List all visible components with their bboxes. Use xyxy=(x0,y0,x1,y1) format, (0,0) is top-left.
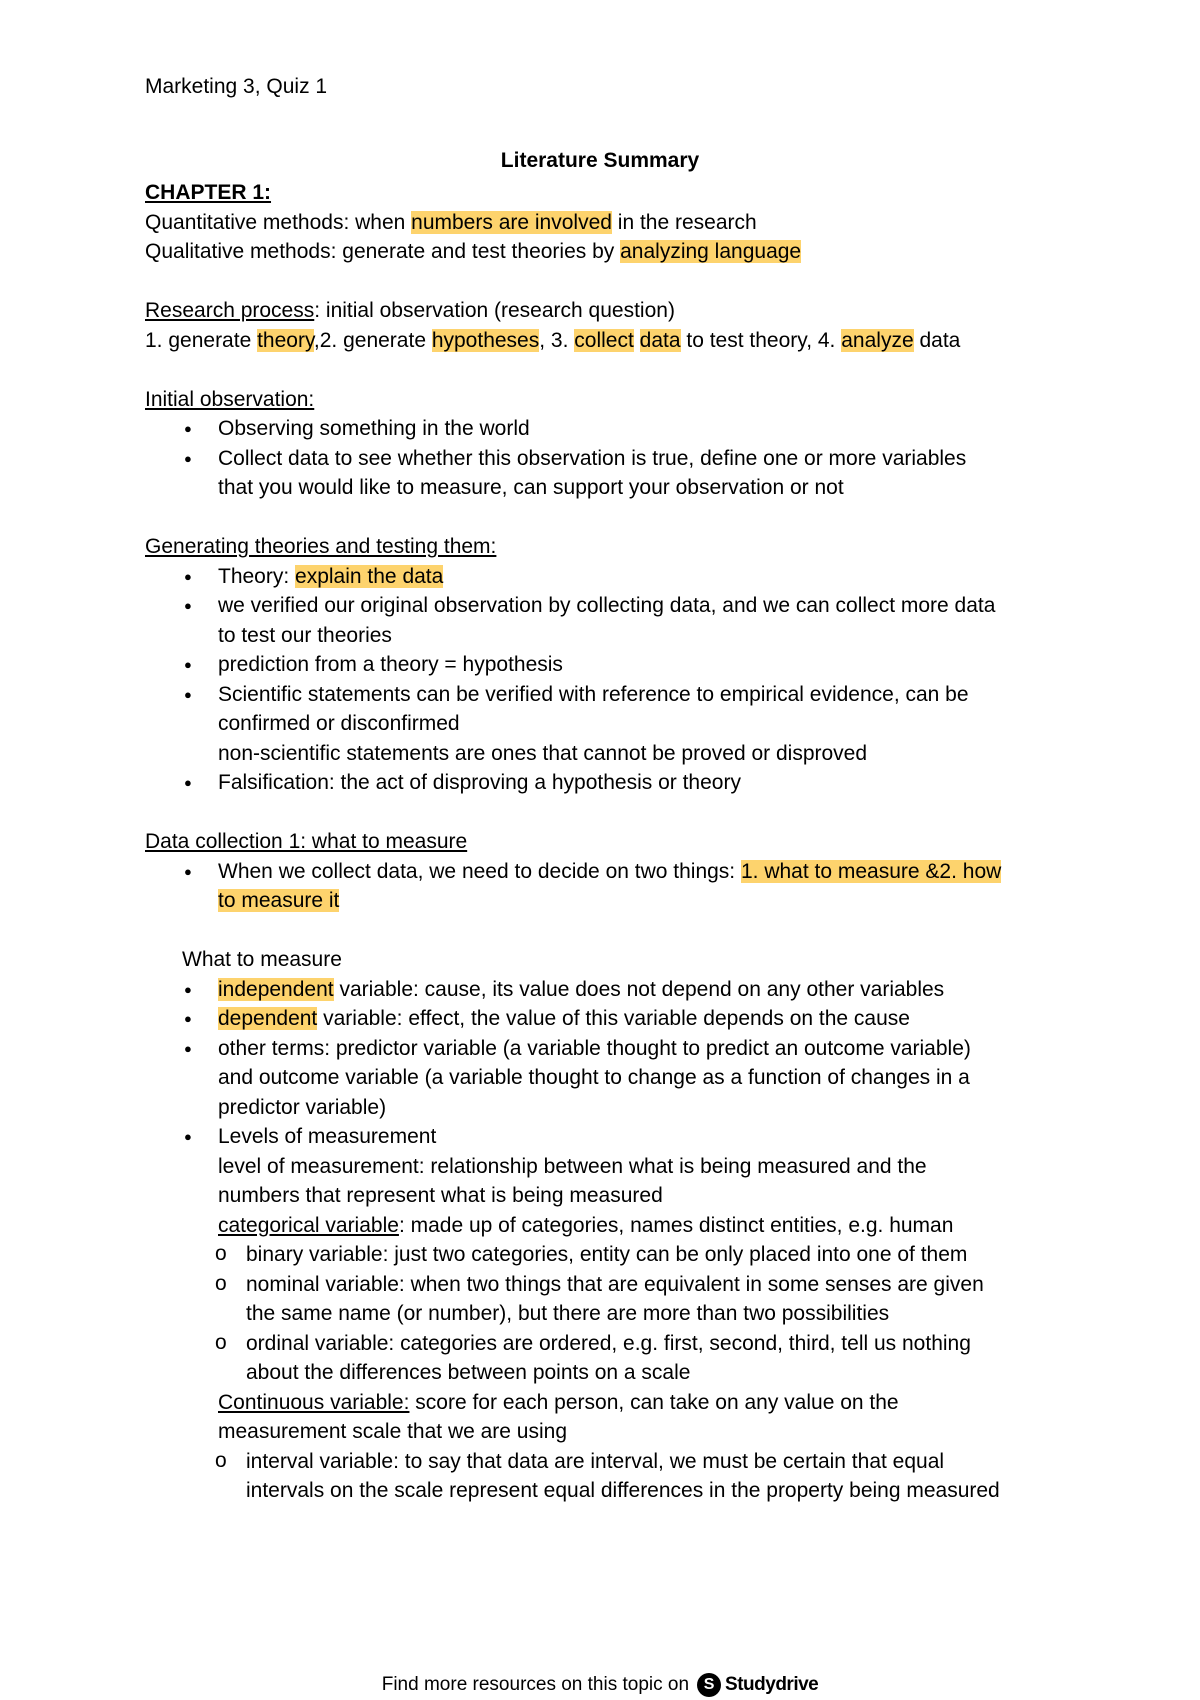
sub-list-item-continuation: the same name (or number), but there are more than two possibilities xyxy=(246,1302,890,1325)
highlight: dependent xyxy=(218,1007,318,1030)
research-process-line: Research process: initial observation (research question) xyxy=(145,299,675,322)
research-steps-line: 1. generate theory,2. generate hypotheses, 3. collect data to test theory, 4. analyze data xyxy=(145,328,961,352)
sub-list-item-continuation: about the differences between points on a scale xyxy=(246,1361,691,1384)
chapter-heading: CHAPTER 1: xyxy=(145,181,272,204)
list-item: ● Collect data to see whether this observation is true, define one or more variables xyxy=(145,444,1075,474)
list-item: ● prediction from a theory = hypothesis xyxy=(145,650,1075,680)
highlight: data xyxy=(639,328,681,352)
list-item-continuation: and outcome variable (a variable thought to change as a function of changes in a xyxy=(218,1066,970,1089)
sub-list-item-continuation: intervals on the scale represent equal differences in the property being measured xyxy=(246,1479,1000,1502)
footer-text: Find more resources on this topic on xyxy=(381,1674,690,1695)
sub-list-item: o nominal variable: when two things that are equivalent in some senses are given xyxy=(145,1270,1075,1300)
list-item-continuation: level of measurement: relationship between what is being measured and the xyxy=(218,1154,927,1178)
highlight: explain the data xyxy=(295,564,444,588)
list-item-continuation: that you would like to measure, can support your observation or not xyxy=(218,476,844,499)
footer xyxy=(0,1670,1200,1700)
highlight: analyze xyxy=(841,328,914,352)
document-body xyxy=(145,178,1075,1506)
sub-list-item: o interval variable: to say that data are interval, we must be certain that equal xyxy=(145,1447,1075,1477)
list-item-continuation: to test our theories xyxy=(218,623,392,647)
section-heading: Generating theories and testing them: xyxy=(145,535,497,558)
list-item: ● When we collect data, we need to decide on two things: 1. what to measure &2. how xyxy=(145,857,1075,887)
list-item-continuation: predictor variable) xyxy=(218,1095,387,1119)
list-item: ● Levels of measurement xyxy=(145,1122,1075,1152)
list-item-continuation xyxy=(145,886,1075,916)
list-item-continuation: non-scientific statements are ones that cannot be proved or disproved xyxy=(218,741,868,765)
highlight: analyzing language xyxy=(620,240,802,263)
list-item-continuation: numbers that represent what is being measured xyxy=(218,1184,663,1207)
list-item: ● Theory: explain the data xyxy=(145,562,1075,592)
quantitative-line: Quantitative methods: when numbers are involved in the research xyxy=(145,210,757,234)
sub-list-item: o binary variable: just two categories, entity can be only placed into one of them xyxy=(145,1240,1075,1270)
sub-list-item: o ordinal variable: categories are ordered, e.g. first, second, third, tell us nothing xyxy=(145,1329,1075,1359)
list-item-continuation: measurement scale that we are using xyxy=(218,1420,568,1443)
document-header: Marketing 3, Quiz 1 xyxy=(145,75,328,98)
list-item: ● other terms: predictor variable (a variable thought to predict an outcome variable) xyxy=(145,1034,1075,1064)
highlight: collect xyxy=(574,328,634,352)
highlight: to measure it xyxy=(218,889,340,912)
list-item: ● we verified our original observation by collecting data, and we can collect more data xyxy=(145,591,1075,621)
highlight: theory xyxy=(257,328,314,352)
section-heading: Initial observation: xyxy=(145,387,315,411)
highlight: numbers are involved xyxy=(411,210,612,234)
qualitative-line: Qualitative methods: generate and test theories by analyzing language xyxy=(145,240,802,263)
page-title: Literature Summary xyxy=(500,149,700,172)
list-item: ● Scientific statements can be verified with reference to empirical evidence, can be xyxy=(145,680,1075,710)
section-heading: Data collection 1: what to measure xyxy=(145,830,468,853)
list-item: ● Falsification: the act of disproving a hypothesis or theory xyxy=(145,768,1075,798)
highlight: hypotheses xyxy=(431,328,540,352)
highlight: 1. what to measure &2. how xyxy=(740,859,1002,883)
list-item: ● Observing something in the world xyxy=(145,414,1075,444)
list-item: ● dependent variable: effect, the value of this variable depends on the cause xyxy=(145,1004,1075,1034)
list-item: ● independent variable: cause, its value does not depend on any other variables xyxy=(145,975,1075,1005)
list-item-continuation: Continuous variable: score for each person, can take on any value on the xyxy=(218,1390,899,1414)
studydrive-logo-icon: S xyxy=(697,1673,721,1697)
list-item-continuation: categorical variable: made up of categories, names distinct entities, e.g. human xyxy=(218,1213,954,1237)
highlight: independent xyxy=(218,977,334,1001)
list-item-continuation: confirmed or disconfirmed xyxy=(218,712,460,735)
studydrive-logo-text[interactable]: Studydrive xyxy=(725,1674,819,1695)
subsection-heading: What to measure xyxy=(182,948,342,971)
